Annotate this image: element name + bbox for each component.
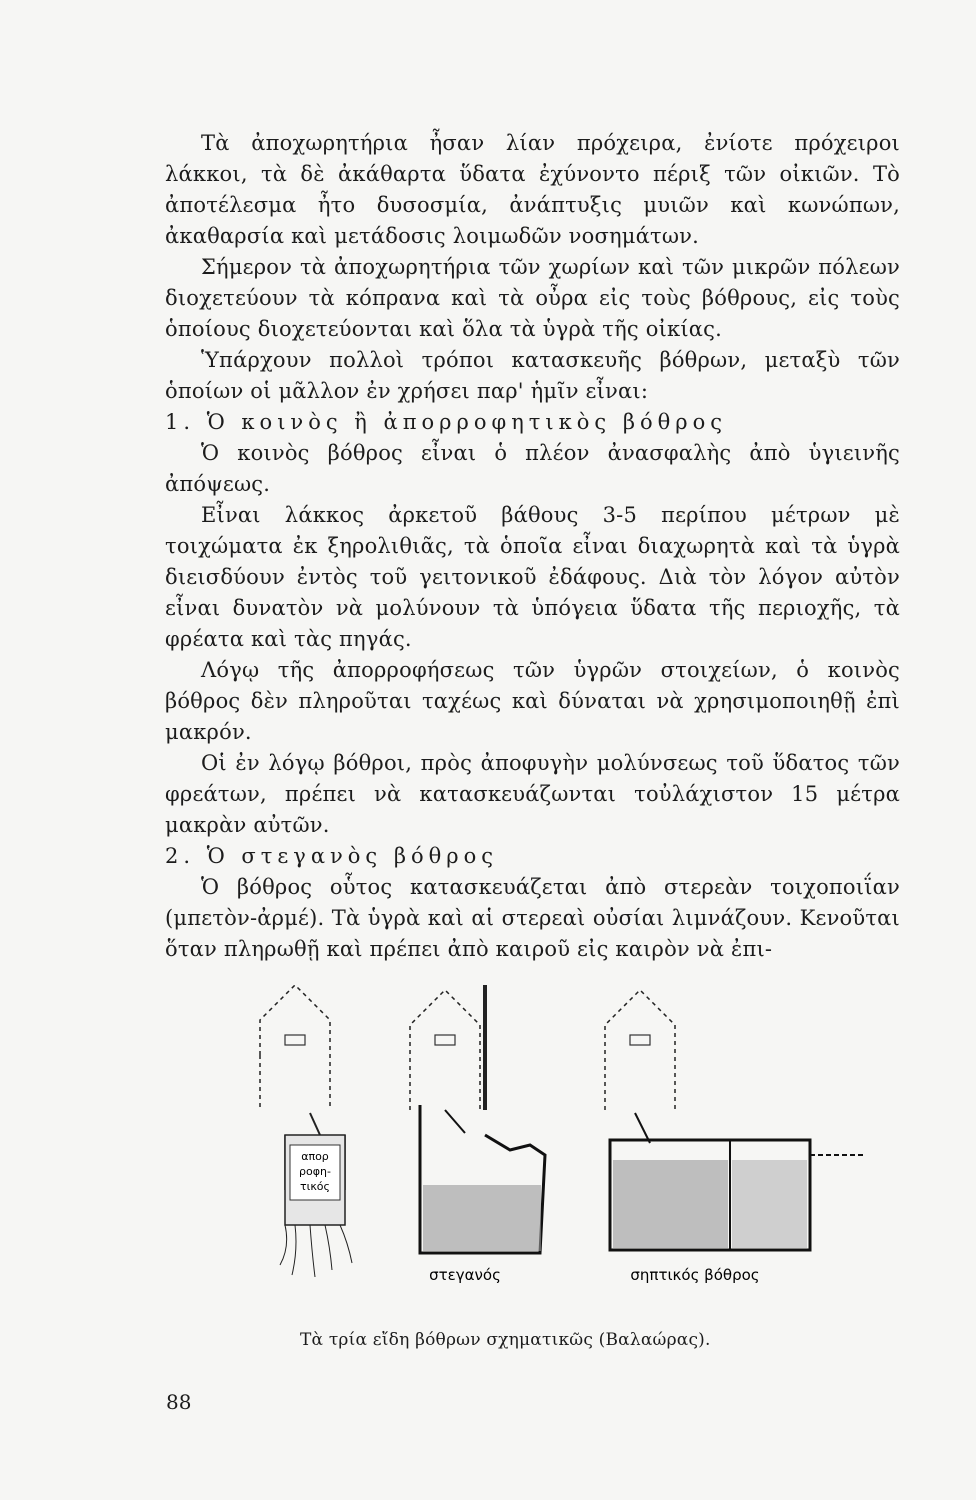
section-heading-2: 2. Ὁ στεγανὸς βόθρος [165,844,499,868]
cesspit-diagram [240,985,880,1285]
figure-caption: Τὰ τρία εἴδη βόθρων σχηματικῶς (Βαλαώρας). [300,1330,711,1350]
section-heading-1: 1. Ὁ κοινὸς ἢ ἀπορροφητικὸς βόθρος [165,410,728,434]
window-icon [630,1035,650,1045]
label-absorbent-2: ροφη- [299,1165,331,1178]
paragraph: Εἶναι λάκκος ἀρκετοῦ βάθους 3-5 περίπου μέτρων μὲ τοιχώματα ἐκ ξηρολιθιᾶς, τὰ ὁποῖα εἶναι διαχωρητὰ καὶ τὰ ὑγρὰ διεισδύουν ἐντὸς τοῦ γειτονικοῦ ἐδάφους. Διὰ τὸν λόγον αὐτὸν εἶναι δυνατὸν νὰ μολύνουν τὰ ὑπόγεια ὕδατα τῆς περιοχῆς, τὰ φρέατα καὶ τὰς πηγάς. [165,503,900,651]
paragraph: Ὁ κοινὸς βόθρος εἶναι ὁ πλέον ἀνασφαλὴς ἀπὸ ὑγιεινῆς ἀπόψεως. [165,441,900,496]
label-watertight: στεγανός [429,1266,501,1284]
house-2 [410,990,480,1110]
label-septic: σηπτικός βόθρος [630,1266,760,1284]
label-absorbent-1: απορ [301,1150,329,1163]
paragraph: Λόγῳ τῆς ἀπορροφήσεως τῶν ὑγρῶν στοιχείων, ὁ κοινὸς βόθρος δὲν πληροῦται ταχέως καὶ δύναται νὰ χρησιμοποιηθῇ ἐπὶ μακρόν. [165,658,900,744]
paragraph: Ὁ βόθρος οὗτος κατασκευάζεται ἀπὸ στερεὰν τοιχοποιΐαν (μπετὸν-ἀρμέ). Τὰ ὑγρὰ καὶ αἱ στερεαὶ οὐσίαι λιμνάζουν. Κενοῦται ὅταν πληρωθῇ καὶ πρέπει ἀπὸ καιροῦ εἰς καιρὸν νὰ ἐπι- [165,875,900,961]
sludge [423,1185,541,1251]
window-icon [435,1035,455,1045]
cesspit-figure [240,985,880,1285]
page-number: 88 [166,1390,192,1414]
paragraph: Σήμερον τὰ ἀποχωρητήρια τῶν χωρίων καὶ τῶν μικρῶν πόλεων διοχετεύουν τὰ κόπρανα καὶ τὰ οὖρα εἰς τοὺς βόθρους, εἰς τοὺς ὁποίους διοχετεύονται καὶ ὅλα τὰ ὑγρὰ τῆς οἰκίας. [165,255,900,341]
paragraph: Ὑπάρχουν πολλοὶ τρόποι κατασκευῆς βόθρων, μεταξὺ τῶν ὁποίων οἱ μᾶλλον ἐν χρήσει παρ' ἡμῖν εἶναι: [165,348,900,403]
paragraph: Τὰ ἀποχωρητήρια ἦσαν λίαν πρόχειρα, ἐνίοτε πρόχειροι λάκκοι, τὰ δὲ ἀκάθαρτα ὕδατα ἐχύνοντο πέριξ τῶν οἰκιῶν. Τὸ ἀποτέλεσμα ἦτο δυσοσμία, ἀνάπτυξις μυιῶν καὶ κωνώπων, ἀκαθαρσία καὶ μετάδοσις λοιμωδῶν νοσημάτων. [165,131,900,248]
window-icon [285,1035,305,1045]
house-1 [260,985,330,1110]
house-3 [605,990,675,1110]
body-text [165,128,900,965]
septic-chamber-2 [732,1160,807,1248]
septic-chamber-1 [613,1160,728,1248]
label-absorbent-3: τικός [299,1180,331,1193]
paragraph: Οἱ ἐν λόγῳ βόθροι, πρὸς ἀποφυγὴν μολύνσεως τοῦ ὕδατος τῶν φρεάτων, πρέπει νὰ κατασκευάζωνται τοὐλάχιστον 15 μέτρα μακρὰν αὐτῶν. [165,751,900,837]
